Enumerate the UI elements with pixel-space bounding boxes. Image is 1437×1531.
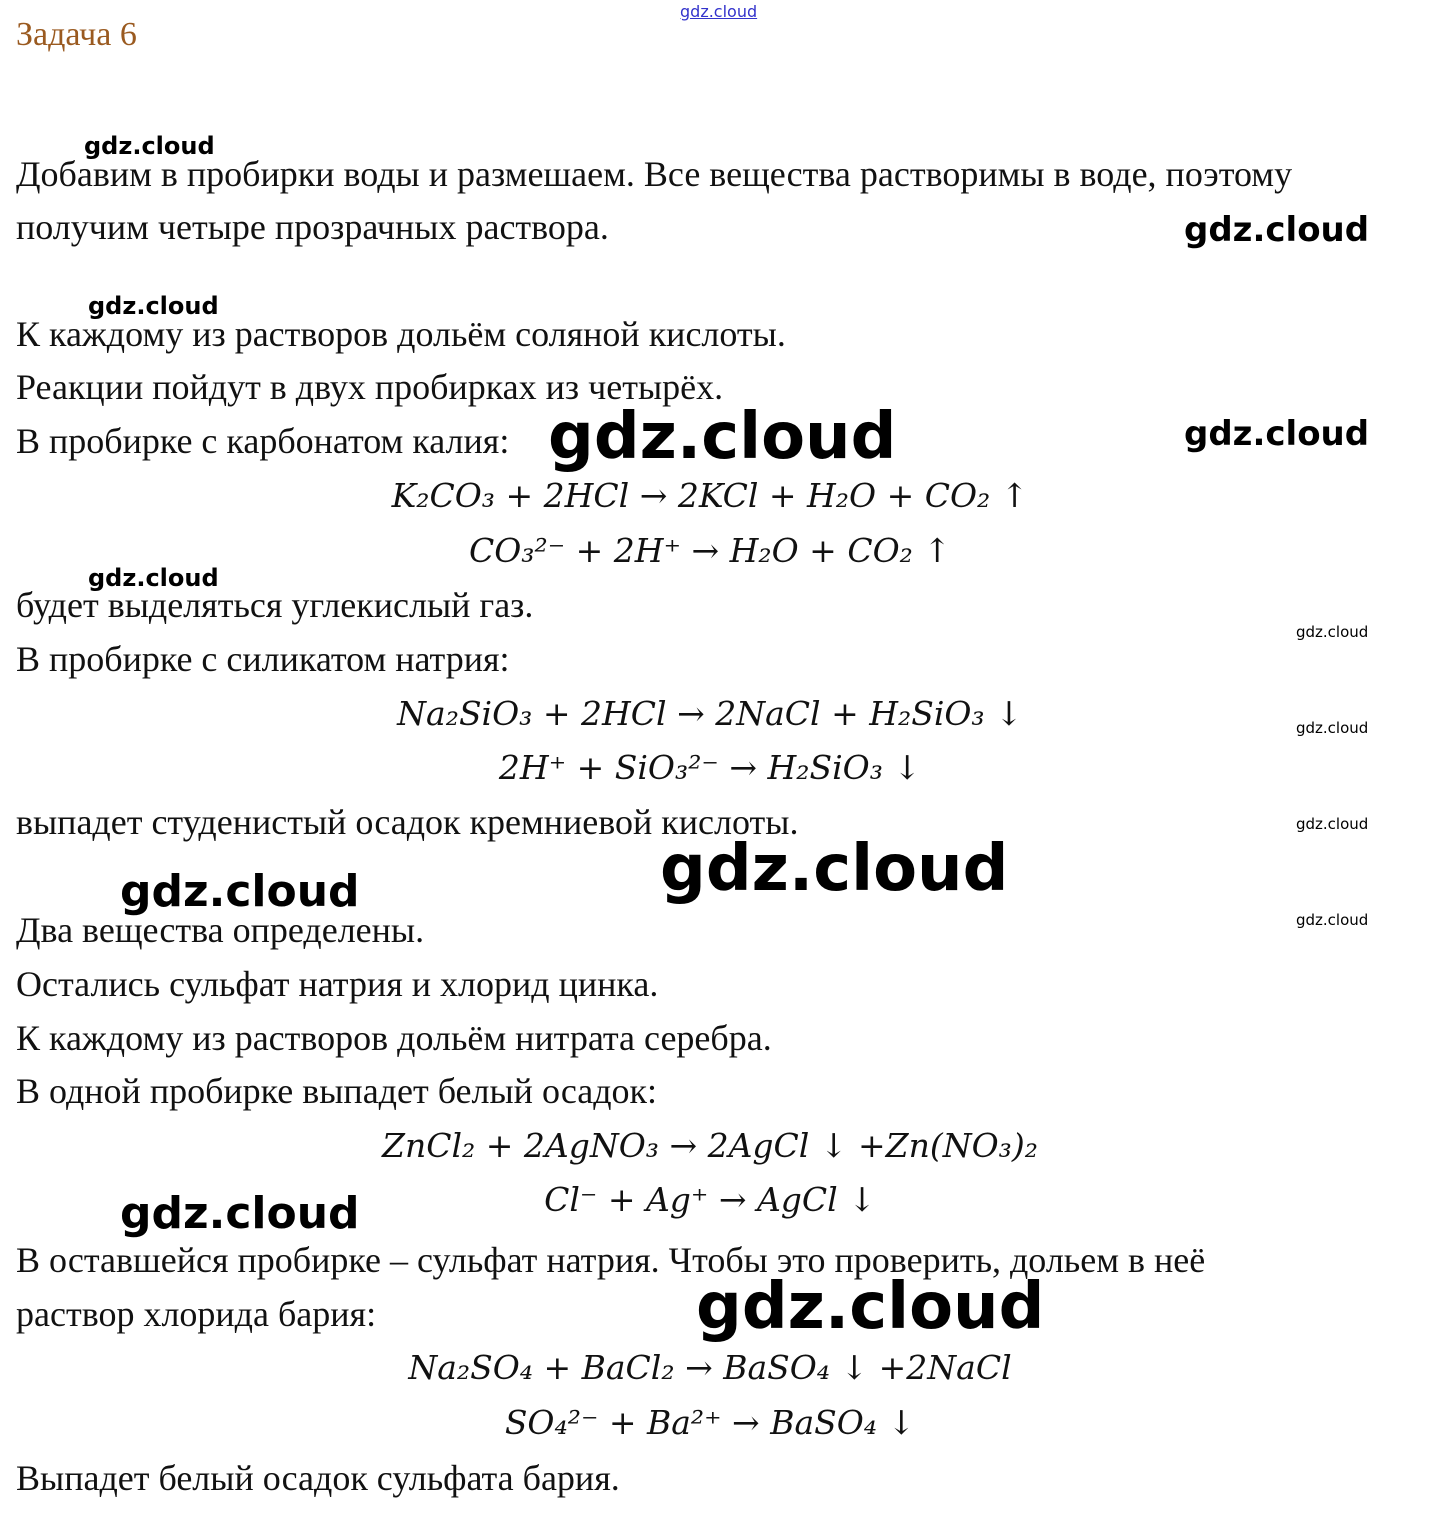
paragraph-1b: получим четыре прозрачных раствора. bbox=[16, 207, 609, 247]
paragraph-12b: раствор хлорида бария: bbox=[16, 1294, 377, 1334]
watermark-text: gdz.cloud bbox=[88, 292, 219, 320]
equation-5: ZnCl₂ + 2AgNO₃ → 2AgCl ↓ +Zn(NO₃)₂ bbox=[382, 1126, 1038, 1165]
paragraph-13: Выпадет белый осадок сульфата бария. bbox=[16, 1458, 620, 1498]
paragraph-3: Реакции пойдут в двух пробирках из четырёх. bbox=[16, 367, 724, 407]
equation-4: 2H⁺ + SiO₃²⁻ → H₂SiO₃ ↓ bbox=[498, 748, 922, 787]
watermark-text: gdz.cloud bbox=[88, 564, 219, 592]
task-heading: Задача 6 bbox=[16, 16, 137, 53]
equation-3: Na₂SiO₃ + 2HCl → 2NaCl + H₂SiO₃ ↓ bbox=[397, 694, 1023, 733]
watermark-text: gdz.cloud bbox=[120, 1188, 360, 1239]
watermark-text: gdz.cloud bbox=[1296, 911, 1369, 929]
watermark-text: gdz.cloud bbox=[1184, 210, 1370, 250]
equation-7: Na₂SO₄ + BaCl₂ → BaSO₄ ↓ +2NaCl bbox=[408, 1348, 1012, 1387]
equation-1: K₂CO₃ + 2HCl → 2KCl + H₂O + CO₂ ↑ bbox=[391, 476, 1029, 515]
watermark-text: gdz.cloud bbox=[548, 400, 897, 474]
paragraph-4: В пробирке с карбонатом калия: bbox=[16, 421, 510, 461]
watermark-text: gdz.cloud bbox=[1296, 815, 1369, 833]
watermark-text: gdz.cloud bbox=[120, 866, 360, 917]
watermark-text: gdz.cloud bbox=[84, 132, 215, 160]
paragraph-9: Остались сульфат натрия и хлорид цинка. bbox=[16, 964, 659, 1004]
paragraph-1a: Добавим в пробирки воды и размешаем. Все вещества растворимы в воде, поэтому bbox=[16, 154, 1293, 194]
equation-2: CO₃²⁻ + 2H⁺ → H₂O + CO₂ ↑ bbox=[469, 531, 951, 570]
paragraph-5: будет выделяться углекислый газ. bbox=[16, 585, 534, 625]
paragraph-8: Два вещества определены. bbox=[16, 910, 425, 950]
paragraph-7: выпадет студенистый осадок кремниевой кислоты. bbox=[16, 802, 799, 842]
paragraph-11: В одной пробирке выпадет белый осадок: bbox=[16, 1071, 658, 1111]
watermark-text: gdz.cloud bbox=[660, 832, 1009, 906]
watermark-text: gdz.cloud bbox=[1296, 719, 1369, 737]
watermark-text: gdz.cloud bbox=[1296, 623, 1369, 641]
watermark-text: gdz.cloud bbox=[1184, 414, 1370, 454]
paragraph-10: К каждому из растворов дольём нитрата серебра. bbox=[16, 1018, 772, 1058]
paragraph-12a: В оставшейся пробирке – сульфат натрия. Чтобы это проверить, дольем в неё bbox=[16, 1240, 1206, 1280]
paragraph-2: К каждому из растворов дольём соляной кислоты. bbox=[16, 314, 786, 354]
paragraph-6: В пробирке с силикатом натрия: bbox=[16, 639, 510, 679]
equation-6: Cl⁻ + Ag⁺ → AgCl ↓ bbox=[544, 1180, 876, 1219]
equation-8: SO₄²⁻ + Ba²⁺ → BaSO₄ ↓ bbox=[504, 1403, 916, 1442]
watermark-link[interactable]: gdz.cloud bbox=[680, 2, 758, 21]
watermark-text: gdz.cloud bbox=[696, 1270, 1045, 1344]
